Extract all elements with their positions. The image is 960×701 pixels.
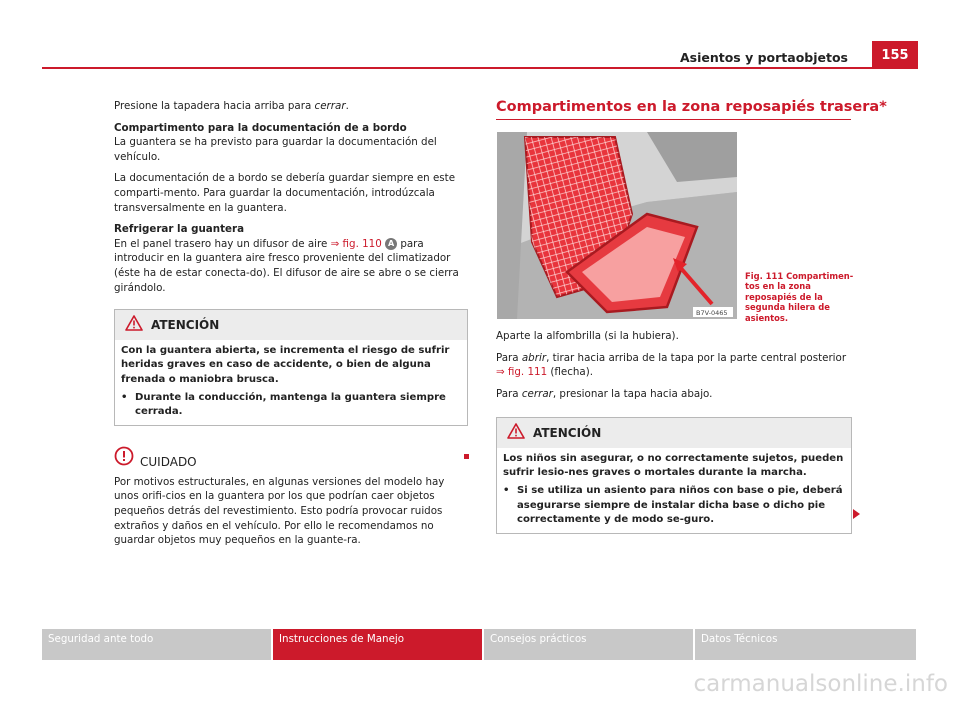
left-column: [114, 99, 468, 548]
paragraph-close-lid: Presione la tapadera hacia arriba para cerrar.: [114, 100, 349, 112]
section-end-mark: [464, 454, 469, 459]
figure-111-image: [497, 132, 737, 319]
warning-triangle-icon: [507, 423, 525, 443]
page-number: 155: [872, 41, 918, 67]
warning-box-glovebox: [114, 309, 468, 426]
fig-110-link[interactable]: ⇒ fig. 110: [330, 237, 382, 250]
warning-text: Los niños sin asegurar, o no correctamente sujetos, pueden sufrir lesio-nes graves o mortales durante la marcha.: [503, 453, 844, 479]
footer-tab-instrucciones[interactable]: Instrucciones de Manejo: [273, 629, 482, 660]
section-title: Compartimentos en la zona reposapiés trasera*: [496, 99, 887, 115]
warning-header: [497, 418, 851, 448]
label-a-icon: A: [385, 238, 397, 250]
warning-body: [115, 340, 467, 425]
caution-header: [114, 446, 468, 471]
paragraph-documents: La guantera se ha previsto para guardar la documentación del vehículo.: [114, 136, 437, 163]
warning-title: ATENCIÓN: [533, 426, 602, 440]
section-rule: [496, 119, 851, 120]
paragraph-documents-store: La documentación de a bordo se debería guardar siempre en este comparti-mento. Para guardar la documentación, introdúzcala transversalmente en la guantera.: [114, 172, 456, 214]
warning-triangle-icon: [125, 315, 143, 336]
paragraph-open: Para abrir, tirar hacia arriba de la tapa por la parte central posterior ⇒ fig. 111 (flecha).: [496, 351, 847, 379]
footer-tab-consejos[interactable]: Consejos prácticos: [484, 629, 693, 660]
header-rule: [42, 67, 918, 69]
warning-title: ATENCIÓN: [151, 317, 220, 332]
right-column: [496, 329, 852, 408]
footer-nav: [42, 629, 918, 660]
warning-body: [497, 448, 851, 533]
paragraph-cooling: En el panel trasero hay un difusor de aire ⇒ fig. 110 A para introducir en la guantera aire fresco proveniente del climatizador (éste ha de estar conecta-do). El difusor de aire se abre o se cierra girándolo.: [114, 237, 459, 294]
paragraph-remove-mat: Aparte la alfombrilla (si la hubiera).: [496, 330, 679, 342]
warning-text: Con la guantera abierta, se incrementa el riesgo de sufrir heridas graves en caso de accidente, o bien de alguna frenada o maniobra brusca.: [121, 345, 450, 385]
subheading-cooling: Refrigerar la guantera: [114, 223, 245, 236]
warning-header: [115, 310, 467, 340]
subheading-documents: Compartimento para la documentación de a bordo: [114, 121, 407, 134]
figure-caption: Fig. 111 Compartimen-tos en la zona reposapiés de la segunda hilera de asientos.: [745, 271, 854, 323]
fig-111-link[interactable]: ⇒ fig. 111: [496, 366, 548, 379]
warning-bullet: • Durante la conducción, mantenga la guantera siempre cerrada.: [121, 391, 446, 417]
footer-tab-seguridad[interactable]: Seguridad ante todo: [42, 629, 271, 660]
continue-arrow-icon: [853, 509, 860, 519]
caution-text: Por motivos estructurales, en algunas versiones del modelo hay unos orifi-cios en la guantera por los que podrían caer objetos pequeños detrás del revestimiento. Esto podría provocar ruidos extraños y daños en el vehículo. Por ello le recomendamos no guardar objetos muy pequeños en la guante-ra.: [114, 475, 445, 547]
warning-bullet: • Si se utiliza un asiento para niños con base o pie, deberá asegurarse siempre de instalar dicha base o dicho pie correctamente y de modo se-guro.: [503, 485, 843, 525]
header-title: Asientos y portaobjetos: [679, 50, 848, 65]
warning-box-children: [496, 417, 852, 534]
caution-circle-icon: [114, 446, 134, 471]
footer-tab-datos[interactable]: Datos Técnicos: [695, 629, 916, 660]
caution-title: CUIDADO: [140, 455, 197, 470]
figure-code: B7V-0465: [696, 309, 728, 317]
paragraph-close: Para cerrar, presionar la tapa hacia abajo.: [496, 387, 713, 400]
watermark: carmanualsonline.info: [693, 671, 948, 697]
